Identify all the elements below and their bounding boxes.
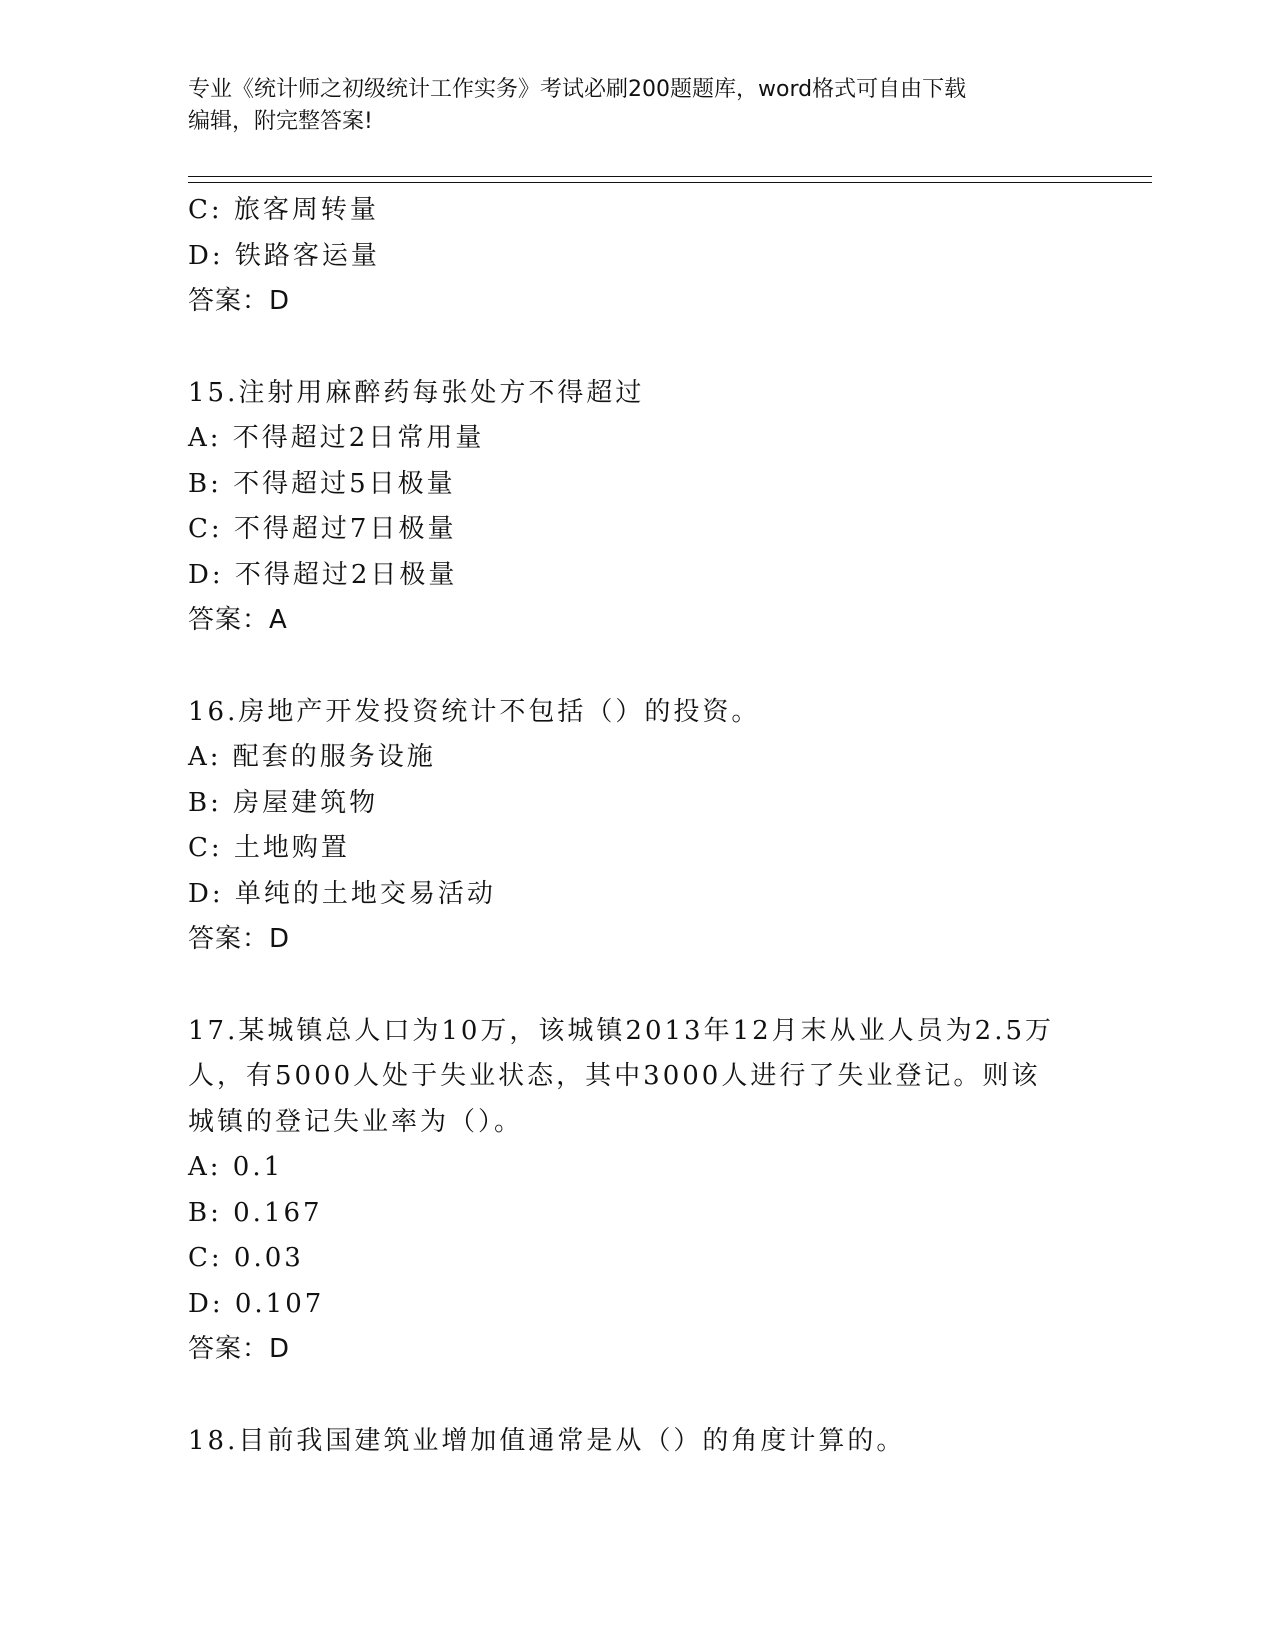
header-line-2: 编辑，附完整答案! bbox=[188, 109, 373, 134]
question-18 bbox=[188, 1419, 1088, 1465]
option-c: C: 0.03 bbox=[188, 1243, 304, 1273]
option-c: C: 土地购置 bbox=[188, 833, 350, 863]
question-title: 18.目前我国建筑业增加值通常是从（）的角度计算的。 bbox=[188, 1425, 906, 1456]
question-title: 16.房地产开发投资统计不包括（）的投资。 bbox=[188, 696, 761, 727]
option-d: D: 0.107 bbox=[188, 1288, 325, 1319]
option-b: B: 房屋建筑物 bbox=[188, 787, 379, 818]
answer-line: 答案：D bbox=[188, 1334, 291, 1364]
option-a: A: 不得超过2日常用量 bbox=[188, 423, 485, 453]
answer-line: 答案：D bbox=[188, 924, 291, 954]
option-c: C: 旅客周转量 bbox=[188, 195, 379, 225]
option-d: D: 铁路客运量 bbox=[188, 240, 380, 271]
option-d: D: 单纯的土地交易活动 bbox=[188, 878, 496, 909]
option-b: B: 不得超过5日极量 bbox=[188, 468, 456, 499]
answer-line: 答案：A bbox=[188, 605, 288, 635]
option-c: C: 不得超过7日极量 bbox=[188, 514, 457, 544]
answer-line: 答案：D bbox=[188, 286, 291, 316]
question-17 bbox=[188, 1009, 1088, 1373]
question-16 bbox=[188, 690, 1088, 963]
question-title: 17.某城镇总人口为10万，该城镇2013年12月末从业人员为2.5万人，有5000人处于失业状态，其中3000人进行了失业登记。则该城镇的登记失业率为（）。 bbox=[188, 1015, 1055, 1137]
option-a: A: 0.1 bbox=[188, 1152, 284, 1182]
page-header bbox=[188, 74, 1068, 138]
option-b: B: 0.167 bbox=[188, 1197, 323, 1228]
option-d: D: 不得超过2日极量 bbox=[188, 559, 458, 590]
question-14-tail bbox=[188, 188, 1088, 325]
question-title: 15.注射用麻醉药每张处方不得超过 bbox=[188, 377, 645, 408]
option-a: A: 配套的服务设施 bbox=[188, 742, 436, 772]
header-divider-top bbox=[188, 176, 1152, 177]
header-divider-bottom bbox=[188, 182, 1152, 183]
header-line-1: 专业《统计师之初级统计工作实务》考试必刷200题题库，word格式可自由下载 bbox=[188, 77, 967, 102]
document-body bbox=[188, 188, 1088, 1464]
question-15 bbox=[188, 371, 1088, 644]
